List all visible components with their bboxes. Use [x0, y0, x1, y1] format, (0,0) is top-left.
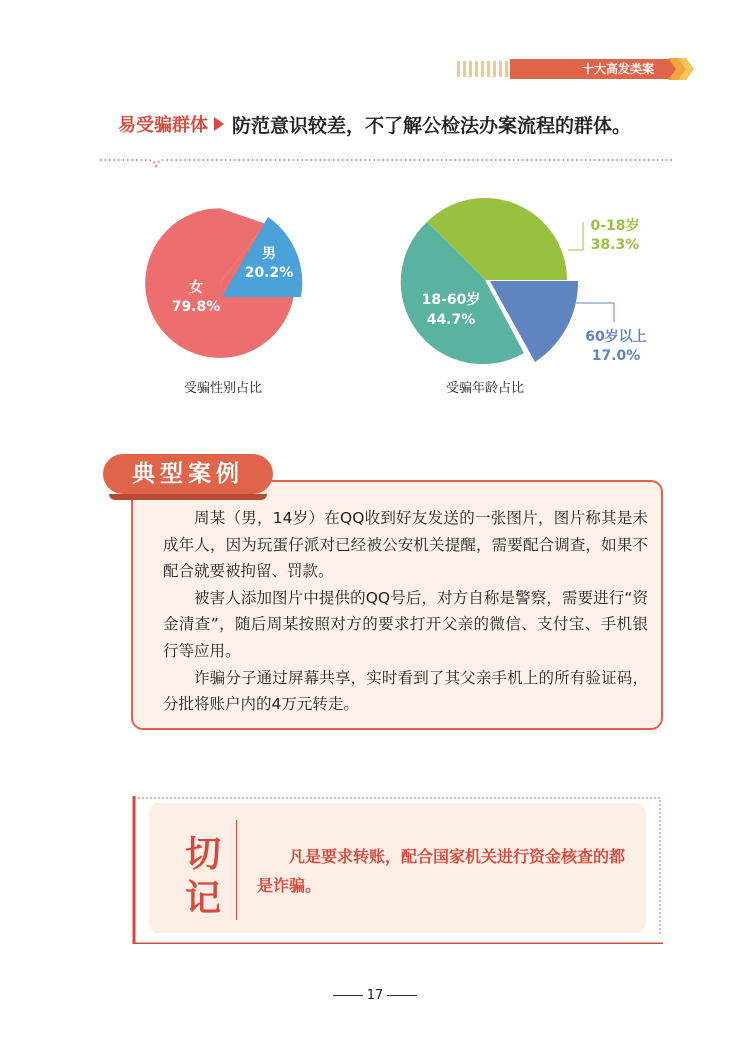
header-accent-icon — [668, 58, 694, 80]
warning-text: 凡是要求转账，配合国家机关进行资金核查的都是诈骗。 — [257, 847, 626, 895]
header-stripes-decoration — [457, 59, 517, 79]
triangle-arrow-icon — [214, 117, 224, 131]
pie-label-18-60-name: 18-60岁 — [421, 292, 481, 308]
pie-label-18-60-value: 44.7% — [426, 312, 476, 328]
case-body — [163, 505, 648, 718]
section-label: 十大高发类案 — [581, 62, 654, 76]
chart-caption-age: 受骗年龄占比 — [445, 381, 524, 396]
chart-caption-gender: 受骗性别占比 — [183, 381, 262, 396]
pie-label-60plus-value: 17.0% — [591, 348, 641, 364]
case-paragraph: 诈骗分子通过屏幕共享，实时看到了其父亲手机上的所有验证码，分批将账户内的4万元转走。 — [163, 668, 648, 714]
warning-divider — [236, 820, 237, 920]
pie-label-0-18-value: 38.3% — [590, 237, 640, 253]
pie-charts — [0, 180, 750, 410]
warning-title-line2: 记 — [184, 877, 221, 919]
callout-line-0-18 — [568, 222, 583, 250]
heading-label: 易受骗群体 — [118, 115, 208, 136]
warning-title — [176, 832, 230, 920]
page-number-line-right — [387, 995, 417, 996]
pie-label-female-value: 79.8% — [171, 299, 221, 315]
pie-label-60plus-name: 60岁以上 — [585, 329, 647, 345]
pie-label-0-18-name: 0-18岁 — [590, 218, 640, 234]
dotted-divider — [100, 150, 672, 170]
pie-label-female-name: 女 — [189, 280, 203, 296]
page-footer — [300, 988, 450, 1003]
case-title: 典型案例 — [132, 460, 244, 487]
pie-label-male-name: 男 — [262, 246, 276, 262]
warning-title-line1: 切 — [184, 833, 221, 875]
case-paragraph: 周某（男，14岁）在QQ收到好友发送的一张图片，图片称其是未成年人，因为玩蛋仔派对已经被公安机关提醒，需要配合调查，如果不配合就要被拘留、罚款。 — [163, 509, 648, 581]
page-number-line-left — [333, 995, 363, 996]
case-paragraph: 被害人添加图片中提供的QQ号后，对方自称是警察，需要进行“资金清查”，随后周某按照对方的要求打开父亲的微信、支付宝、手机银行等应用。 — [163, 588, 648, 660]
pie-label-male-value: 20.2% — [244, 265, 294, 281]
page-number: 17 — [366, 988, 384, 1003]
section-heading — [118, 110, 631, 138]
heading-text: 防范意识较差，不了解公检法办案流程的群体。 — [232, 114, 632, 137]
